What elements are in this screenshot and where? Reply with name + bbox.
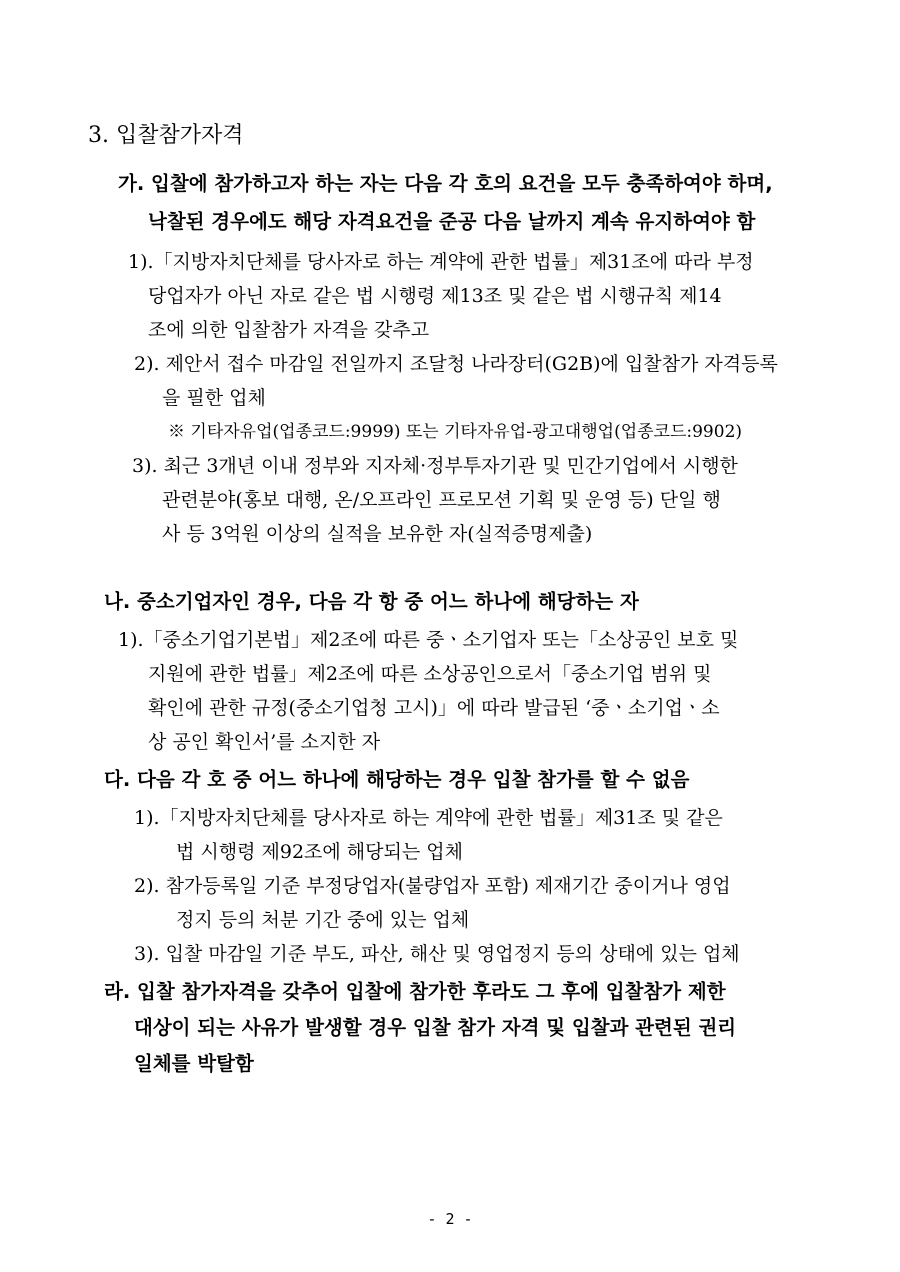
ga-title-line-1: 가. 입찰에 참가하고자 하는 자는 다음 각 호의 요건을 모두 충족하여야 하며, (118, 172, 773, 195)
ga-item2-line-1: 2). 제안서 접수 마감일 전일까지 조달청 나라장터(G2B)에 입찰참가 자격등록 (134, 353, 778, 375)
da-item1-line-2: 법 시행령 제92조에 해당되는 업체 (176, 841, 463, 863)
ga-item1-line-2: 당업자가 아닌 자로 같은 법 시행령 제13조 및 같은 법 시행규칙 제14 (148, 285, 722, 307)
ra-line-2: 대상이 되는 사유가 발생할 경우 입찰 참가 자격 및 입찰과 관련된 권리 (134, 1016, 737, 1039)
da-item3: 3). 입찰 마감일 기준 부도, 파산, 해산 및 영업정지 등의 상태에 있는 업체 (134, 943, 740, 965)
da-item2-line-2: 정지 등의 처분 기간 중에 있는 업체 (176, 909, 470, 931)
na-title: 나. 중소기업자인 경우, 다음 각 항 중 어느 하나에 해당하는 자 (104, 590, 639, 613)
da-title: 다. 다음 각 호 중 어느 하나에 해당하는 경우 입찰 참가를 할 수 없음 (104, 768, 690, 791)
da-item2-line-1: 2). 참가등록일 기준 부정당업자(불량업자 포함) 제재기간 중이거나 영업 (134, 875, 731, 897)
na-item1-line-2: 지원에 관한 법률」제2조에 따른 소상공인으로서「중소기업 범위 및 (148, 663, 712, 685)
section-title: 3. 입찰참가자격 (88, 123, 244, 148)
ga-item3-line-1: 3). 최근 3개년 이내 정부와 지자체·정부투자기관 및 민간기업에서 시행한 (132, 455, 738, 477)
ga-item2-note: ※ 기타자유업(업종코드:9999) 또는 기타자유업-광고대행업(업종코드:9902) (168, 422, 743, 442)
ga-item3-line-3: 사 등 3억원 이상의 실적을 보유한 자(실적증명제출) (162, 523, 593, 545)
na-item1-line-4: 상 공인 확인서’를 소지한 자 (148, 731, 381, 753)
ga-item1-line-3: 조에 의한 입찰참가 자격을 갖추고 (148, 319, 430, 341)
na-item1-line-1: 1).「중소기업기본법」제2조에 따른 중ㆍ소기업자 또는「소상공인 보호 및 (118, 629, 739, 651)
ga-item2-line-2: 을 필한 업체 (162, 387, 266, 409)
na-item1-line-3: 확인에 관한 규정(중소기업청 고시)」에 따라 발급된 ‘중ㆍ소기업ㆍ소 (148, 697, 720, 719)
ga-item1-line-1: 1).「지방자치단체를 당사자로 하는 계약에 관한 법률」제31조에 따라 부정 (128, 251, 754, 273)
ga-item3-line-2: 관련분야(홍보 대행, 온/오프라인 프로모션 기획 및 운영 등) 단일 행 (162, 489, 721, 511)
ra-line-3: 일체를 박탈함 (134, 1052, 254, 1075)
page-number: - 2 - (427, 1210, 473, 1228)
ra-line-1: 라. 입찰 참가자격을 갖추어 입찰에 참가한 후라도 그 후에 입찰참가 제한 (104, 980, 726, 1003)
da-item1-line-1: 1).「지방자치단체를 당사자로 하는 계약에 관한 법률」제31조 및 같은 (134, 807, 723, 829)
ga-title-line-2: 낙찰된 경우에도 해당 자격요건을 준공 다음 날까지 계속 유지하여야 함 (148, 210, 756, 233)
